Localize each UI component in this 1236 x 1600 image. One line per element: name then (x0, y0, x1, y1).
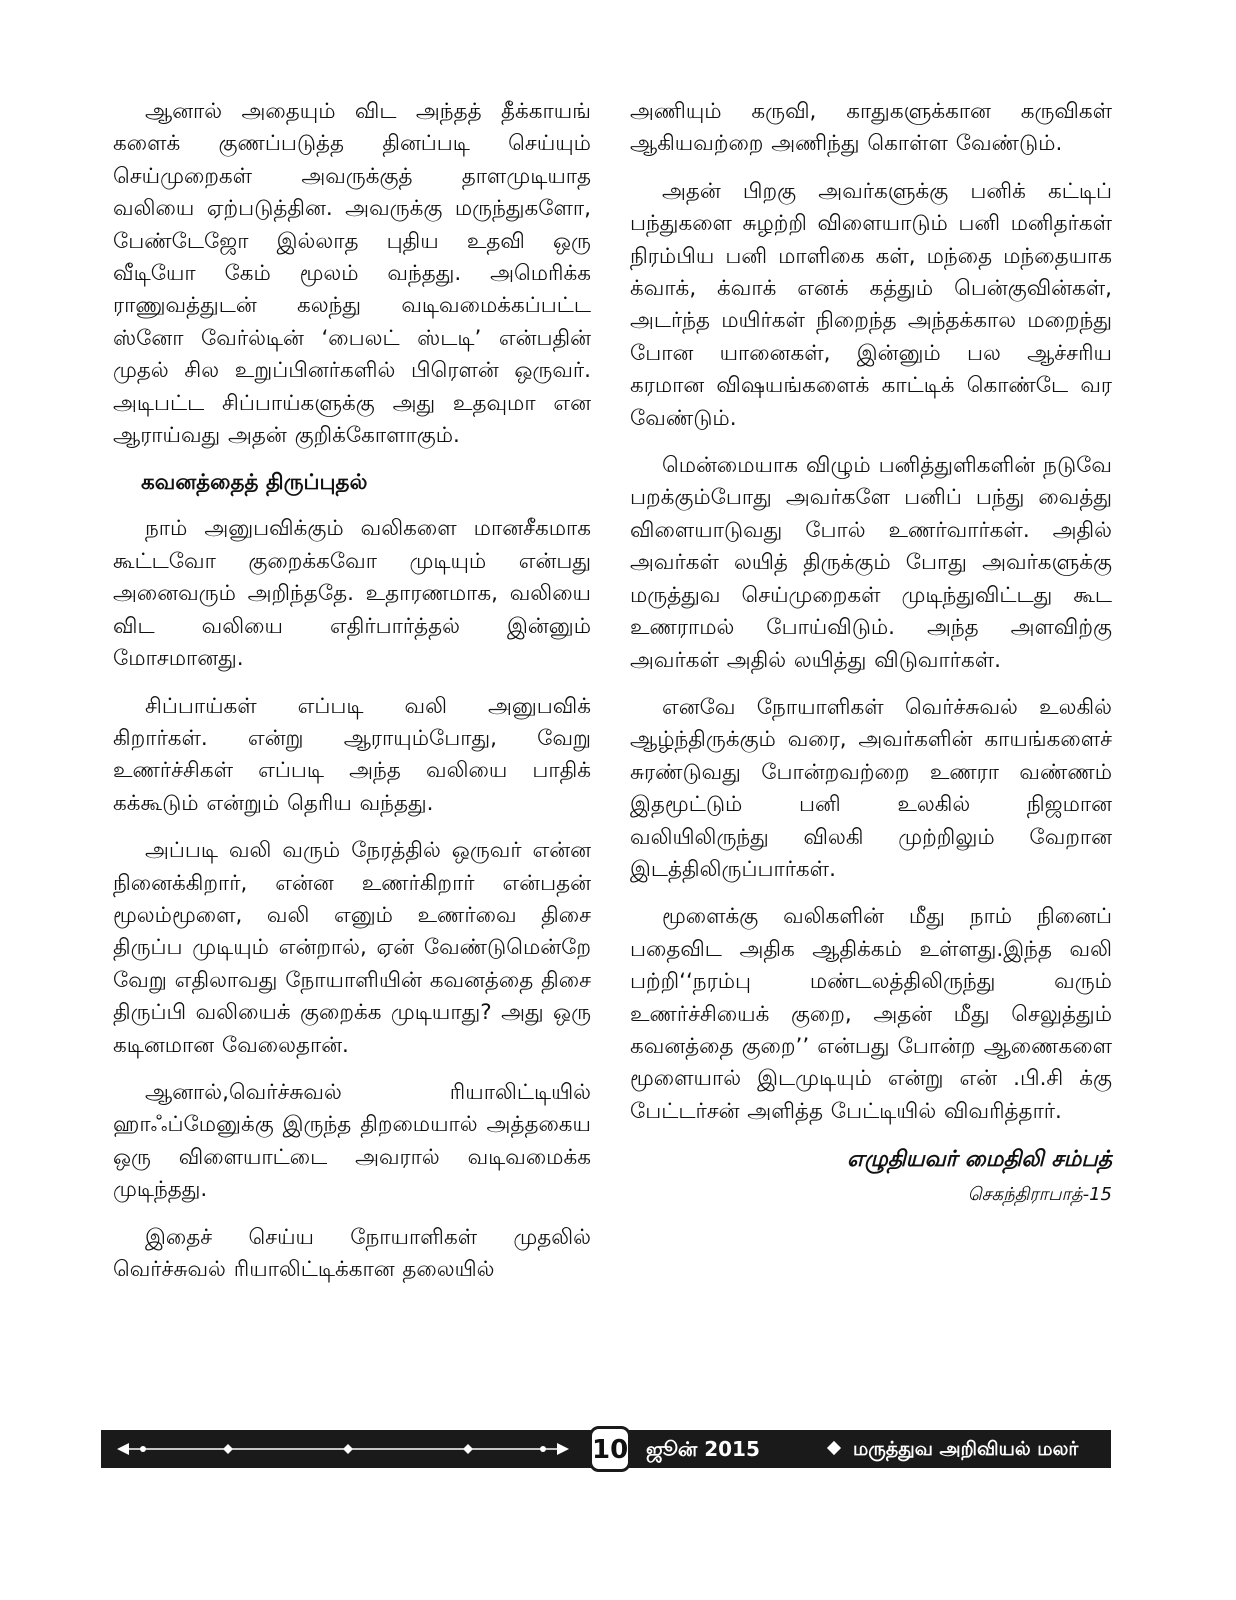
page-number: 10 (592, 1435, 629, 1465)
paragraph: அணியும் கருவி, காதுகளுக்கான கருவிகள் ஆகியவற்றை அணிந்து கொள்ள வேண்டும். (630, 99, 1112, 157)
right-column (630, 96, 1112, 1209)
page-number-badge (589, 1426, 631, 1472)
paragraph: மூளைக்கு வலிகளின் மீது நாம் நினைப் பதைவிட அதிக ஆதிக்கம் உள்ளது.இந்த வலி பற்றி‘‘நரம்பு மண்டலத்திலிருந்து வரும் உணர்ச்சியைக் குறை, அதன் மீது செலுத்தும் கவனத்தை குறை’’ என்பது போன்ற ஆணைகளை மூளையால் இடமுடியும் என்று என் .பி.சி க்கு பேட்டர்சன் அளித்த பேட்டியில் விவரித்தார். (630, 904, 1112, 1124)
paragraph: ஆனால் அதையும் விட அந்தத் தீக்காயங் களைக் குணப்படுத்த தினப்படி செய்யும் செய்முறைகள் அவருக்குத் தாளமுடியாத வலியை ஏற்படுத்தின. அவருக்கு மருந்துகளோ, பேண்டேஜோ இல்லாத புதிய உதவி ஒரு வீடியோ கேம் மூலம் வந்தது. அமெரிக்க ராணுவத்துடன் கலந்து வடிவமைக்கப்பட்ட ஸ்னோ வேர்ல்டின் ‘பைலட் ஸ்டடி’ என்பதின் முதல் சில உறுப்பினர்களில் பிரௌன் ஒருவர். அடிபட்ட சிப்பாய்களுக்கு அது உதவுமா என ஆராய்வது அதன் குறிக்கோளாகும். (113, 99, 591, 449)
paragraph: அப்படி வலி வரும் நேரத்தில் ஒருவர் என்ன நினைக்கிறார், என்ன உணர்கிறார் என்பதன் மூலம்மூளை, வலி எனும் உணர்வை திசை திருப்ப முடியும் என்றால், ஏன் வேண்டுமென்றே வேறு எதிலாவது நோயாளியின் கவனத்தை திசை திருப்பி வலியைக் குறைக்க முடியாது? அது ஒரு கடினமான வேலைதான். (113, 838, 591, 1058)
section-heading: கவனத்தைத் திருப்புதல் (141, 470, 368, 496)
diamond-icon (827, 1441, 841, 1455)
page-footer (101, 1430, 1111, 1468)
author-location: செகந்திராபாத்-15 (967, 1184, 1112, 1206)
ornament-arrow-icon (113, 1430, 573, 1468)
author-byline: எழுதியவர் மைதிலி சம்பத் (847, 1147, 1112, 1173)
paragraph: நாம் அனுபவிக்கும் வலிகளை மானசீகமாக கூட்டவோ குறைக்கவோ முடியும் என்பது அனைவரும் அறிந்ததே. உதாரணமாக, வலியை விட வலியை எதிர்பார்த்தல் இன்னும் மோசமானது. (113, 516, 591, 672)
paragraph: எனவே நோயாளிகள் வெர்ச்சுவல் உலகில் ஆழ்ந்திருக்கும் வரை, அவர்களின் காயங்களைச் சுரண்டுவது போன்றவற்றை உணரா வண்ணம் இதமூட்டும் பனி உலகில் நிஜமான வலியிலிருந்து விலகி முற்றிலும் வேறான இடத்திலிருப்பார்கள். (630, 694, 1112, 882)
paragraph: இதைச் செய்ய நோயாளிகள் முதலில் வெர்ச்சுவல் ரியாலிட்டிக்கான தலையில் (113, 1224, 591, 1282)
issue-date: ஜூன் 2015 (646, 1437, 760, 1461)
paragraph: ஆனால்,வெர்ச்சுவல் ரியாலிட்டியில் ஹாஃப்மேனுக்கு இருந்த திறமையால் அத்தகைய ஒரு விளையாட்டை அவரால் வடிவமைக்க முடிந்தது. (113, 1079, 591, 1203)
paragraph: சிப்பாய்கள் எப்படி வலி அனுபவிக் கிறார்கள். என்று ஆராயும்போது, வேறு உணர்ச்சிகள் எப்படி அந்த வலியை பாதிக் கக்கூடும் என்றும் தெரிய வந்தது. (113, 693, 591, 816)
left-column (113, 96, 591, 1301)
magazine-name: மருத்துவ அறிவியல் மலர் (853, 1438, 1079, 1460)
paragraph: மென்மையாக விழும் பனித்துளிகளின் நடுவே பறக்கும்போது அவர்களே பனிப் பந்து வைத்து விளையாடுவது போல் உணர்வார்கள். அதில் அவர்கள் லயித் திருக்கும் போது அவர்களுக்கு மருத்துவ செய்முறைகள் முடிந்துவிட்டது கூட உணராமல் போய்விடும். அந்த அளவிற்கு அவர்கள் அதில் லயித்து விடுவார்கள். (630, 453, 1112, 673)
paragraph: அதன் பிறகு அவர்களுக்கு பனிக் கட்டிப் பந்துகளை சுழற்றி விளையாடும் பனி மனிதர்கள் நிரம்பிய பனி மாளிகை கள், மந்தை மந்தையாக க்வாக், க்வாக் எனக் கத்தும் பென்குவின்கள், அடர்ந்த மயிர்கள் நிறைந்த அந்தக்கால மறைந்து போன யானைகள், இன்னும் பல ஆச்சரிய கரமான விஷயங்களைக் காட்டிக் கொண்டே வர வேண்டும். (630, 178, 1112, 431)
